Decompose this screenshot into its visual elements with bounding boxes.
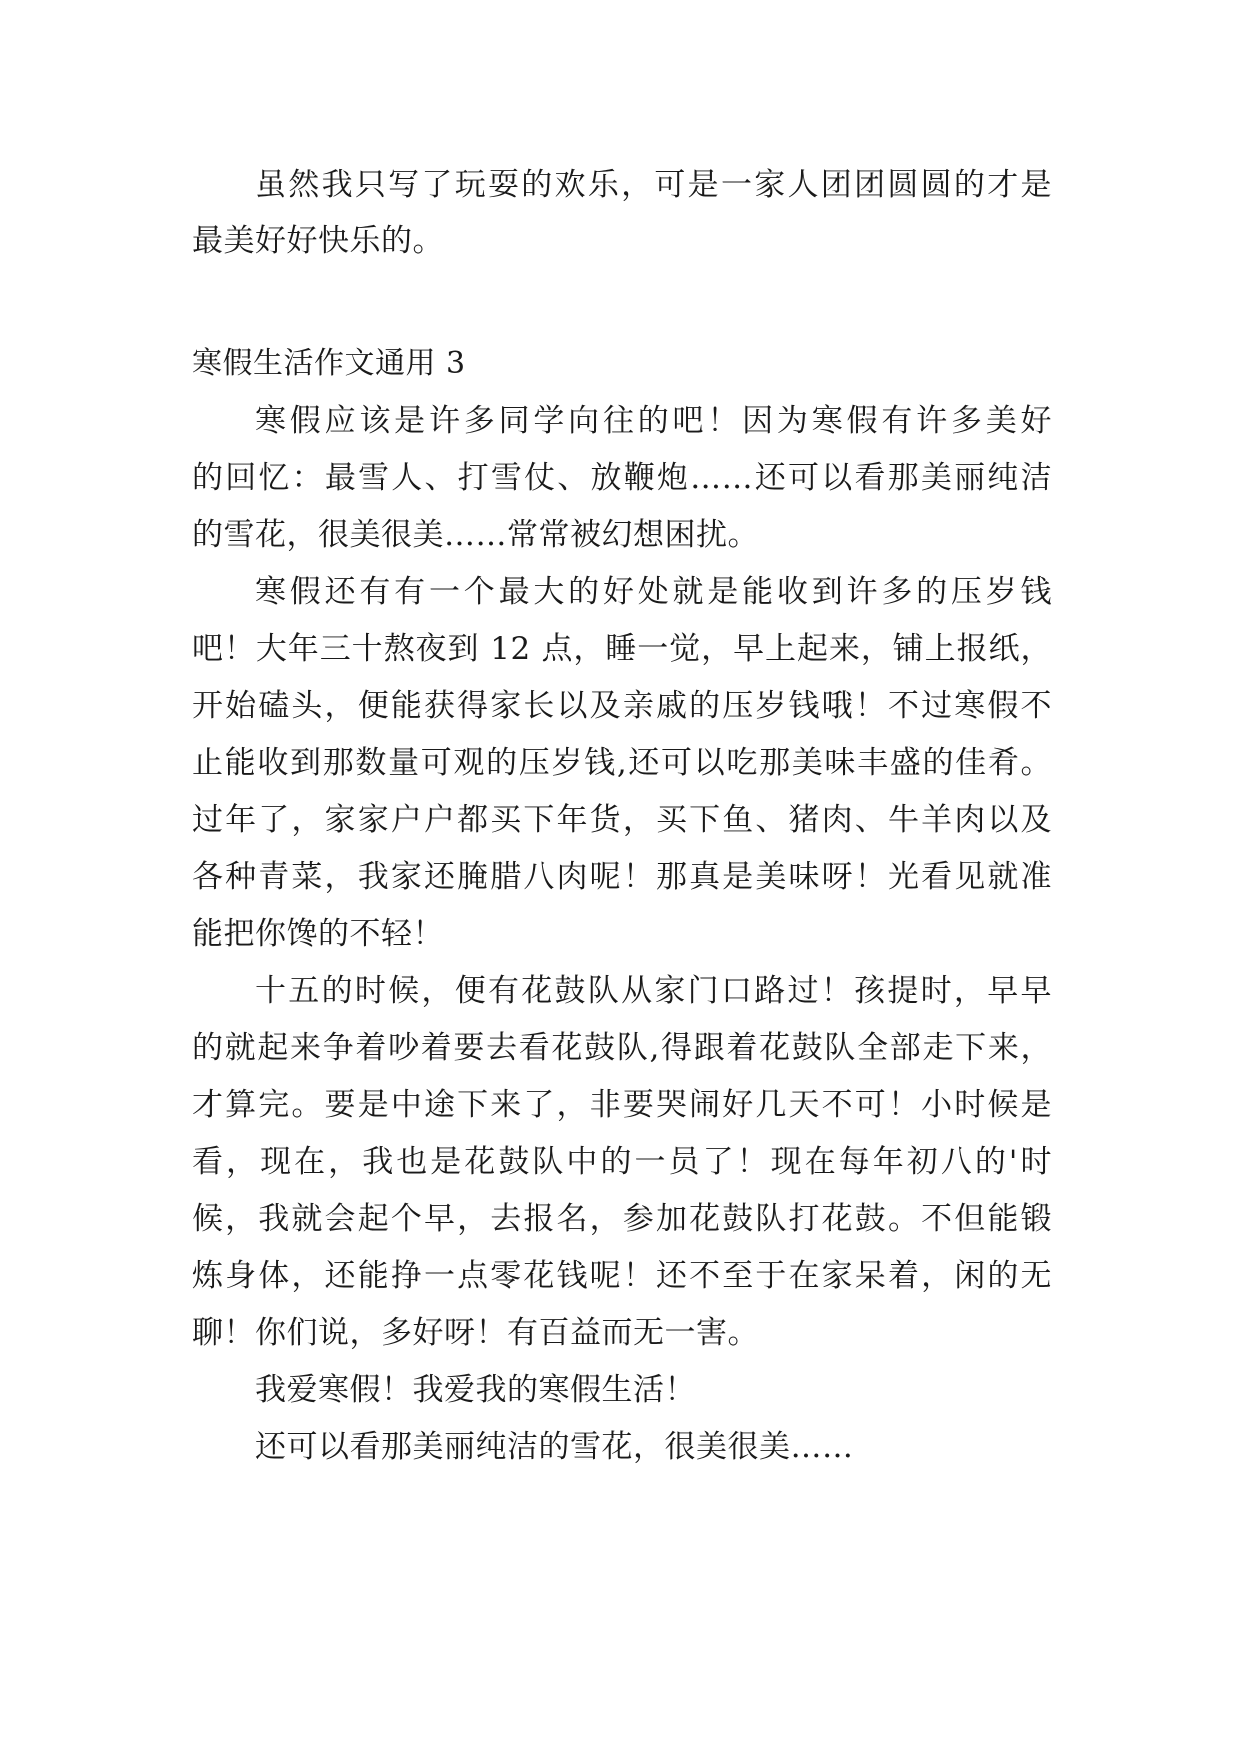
paragraph-line: 还可以看那美丽纯洁的雪花，很美很美…… — [255, 1429, 854, 1465]
paragraph-line: 寒假还有有一个最大的好处就是能收到许多的压岁钱 — [255, 574, 1052, 610]
paragraph-line: 虽然我只写了玩耍的欢乐，可是一家人团团圆圆的才是 — [255, 167, 1052, 203]
paragraph-line: 十五的时候，便有花鼓队从家门口路过！孩提时，早早 — [255, 973, 1052, 1009]
paragraph-line: 各种青菜，我家还腌腊八肉呢！那真是美味呀！光看见就准 — [192, 859, 1052, 895]
paragraph-line: 吧！大年三十熬夜到 12 点，睡一觉，早上起来，铺上报纸， — [192, 631, 1052, 667]
paragraph-line: 我爱寒假！我爱我的寒假生活！ — [255, 1372, 696, 1408]
paragraph-line: 过年了，家家户户都买下年货，买下鱼、猪肉、牛羊肉以及 — [192, 802, 1052, 838]
paragraph-line: 的就起来争着吵着要去看花鼓队,得跟着花鼓队全部走下来， — [192, 1030, 1052, 1066]
paragraph-line: 看，现在，我也是花鼓队中的一员了！现在每年初八的'时 — [192, 1144, 1052, 1180]
paragraph-line: 最美好好快乐的。 — [192, 223, 444, 259]
paragraph-line: 炼身体，还能挣一点零花钱呢！还不至于在家呆着，闲的无 — [192, 1258, 1052, 1294]
paragraph-line: 才算完。要是中途下来了，非要哭闹好几天不可！小时候是 — [192, 1087, 1052, 1123]
paragraph-line: 能把你馋的不轻！ — [192, 916, 444, 952]
paragraph-line: 候，我就会起个早，去报名，参加花鼓队打花鼓。不但能锻 — [192, 1201, 1052, 1237]
paragraph-line: 的回忆：最雪人、打雪仗、放鞭炮……还可以看那美丽纯洁 — [192, 460, 1052, 496]
paragraph-line: 开始磕头，便能获得家长以及亲戚的压岁钱哦！不过寒假不 — [192, 688, 1052, 724]
paragraph-line: 止能收到那数量可观的压岁钱,还可以吃那美味丰盛的佳肴。 — [192, 745, 1052, 781]
paragraph-line: 寒假应该是许多同学向往的吧！因为寒假有许多美好 — [255, 403, 1052, 439]
section-title: 寒假生活作文通用 3 — [192, 346, 466, 381]
paragraph-line: 聊！你们说，多好呀！有百益而无一害。 — [192, 1315, 759, 1351]
paragraph-line: 的雪花，很美很美……常常被幻想困扰。 — [192, 517, 759, 553]
